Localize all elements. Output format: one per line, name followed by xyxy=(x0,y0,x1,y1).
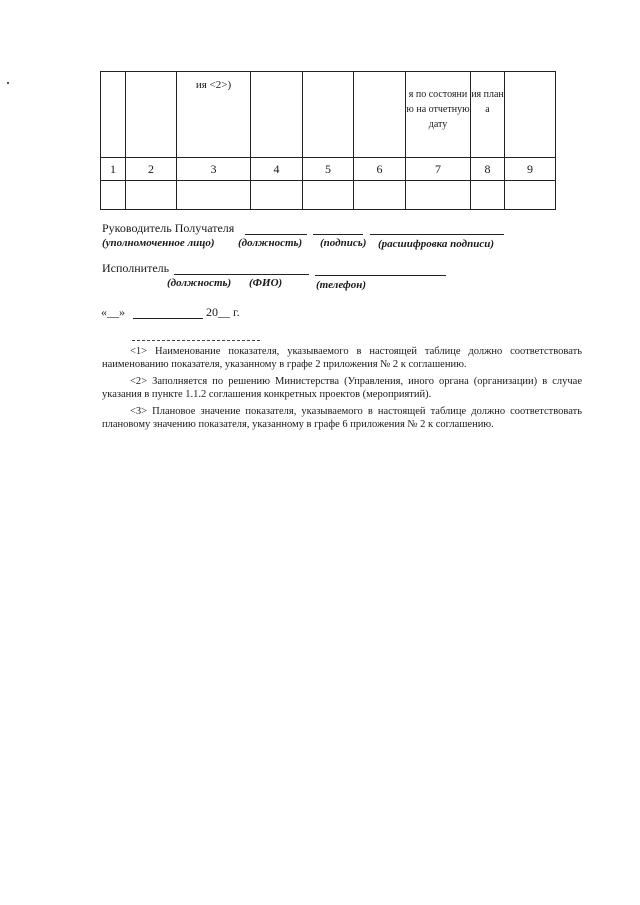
date-day-blank: __ xyxy=(107,305,119,319)
header-cell-5 xyxy=(303,72,354,158)
table-header-row xyxy=(101,72,556,158)
head-label: Руководитель Получателя xyxy=(102,221,235,235)
caption-executor-phone: (телефон) xyxy=(316,279,367,291)
date-quote-close: » xyxy=(119,305,125,319)
table-cell xyxy=(406,181,471,210)
table-cell xyxy=(177,181,251,210)
name-decode-line xyxy=(370,234,504,235)
column-number: 3 xyxy=(177,158,251,181)
table-cell xyxy=(126,181,177,210)
header-cell-6 xyxy=(354,72,406,158)
position-line xyxy=(245,234,307,235)
executor-label: Исполнитель xyxy=(102,261,170,275)
signature-line xyxy=(313,234,363,235)
caption-executor-name: (ФИО) xyxy=(249,277,283,289)
table-cell xyxy=(471,181,505,210)
column-number: 8 xyxy=(471,158,505,181)
column-number: 7 xyxy=(406,158,471,181)
header-cell-1 xyxy=(101,72,126,158)
footnote-1: <1> Наименование показателя, указываемого в настоящей таблице должно соответствовать наименованию показателя, указанному в графе 2 приложения № 2 к соглашению. xyxy=(102,346,582,370)
date-year xyxy=(206,305,240,320)
executor-position-line xyxy=(174,274,309,275)
date-month-line xyxy=(133,318,203,319)
table-cell xyxy=(251,181,303,210)
column-number: 9 xyxy=(505,158,556,181)
table-cell xyxy=(101,181,126,210)
column-number: 6 xyxy=(354,158,406,181)
report-table xyxy=(100,71,556,210)
caption-position: (должность) xyxy=(238,237,303,249)
footnotes xyxy=(102,345,582,435)
table-cell xyxy=(505,181,556,210)
footnote-2: <2> Заполняется по решению Министерства (Управления, иного органа (организации) в случае указания в пункте 1.1.2 соглашения конкретных проектов (мероприятий). xyxy=(102,376,582,400)
column-number-row xyxy=(101,158,556,181)
date-suffix: г. xyxy=(230,305,240,319)
footnote-3: <3> Плановое значение показателя, указываемого в настоящей таблице должно соответствовать плановому значению показателя, указанному в графе 6 приложения № 2 к соглашению. xyxy=(102,406,582,430)
date-line xyxy=(101,305,125,320)
date-year-prefix: 20 xyxy=(206,305,218,319)
header-cell-3: ия <2>) xyxy=(177,72,251,158)
header-cell-8: ия план а xyxy=(471,72,505,158)
caption-authorized-person: (уполномоченное лицо) xyxy=(102,237,215,249)
column-number: 5 xyxy=(303,158,354,181)
caption-signature: (подпись) xyxy=(320,237,367,249)
column-number: 4 xyxy=(251,158,303,181)
table-cell xyxy=(354,181,406,210)
scan-speck xyxy=(7,82,9,84)
table-cell xyxy=(303,181,354,210)
executor-phone-line xyxy=(315,275,446,276)
date-quote-open: « xyxy=(101,305,107,319)
header-cell-4 xyxy=(251,72,303,158)
date-year-blank: __ xyxy=(218,305,230,319)
caption-executor-position: (должность) xyxy=(167,277,232,289)
table-row xyxy=(101,181,556,210)
footnote-separator xyxy=(132,340,260,341)
column-number: 1 xyxy=(101,158,126,181)
header-cell-7: я по состояни ю на отчетную дату xyxy=(406,72,471,158)
header-cell-9 xyxy=(505,72,556,158)
caption-signature-decode: (расшифровка подписи) xyxy=(378,238,494,250)
header-cell-2 xyxy=(126,72,177,158)
column-number: 2 xyxy=(126,158,177,181)
